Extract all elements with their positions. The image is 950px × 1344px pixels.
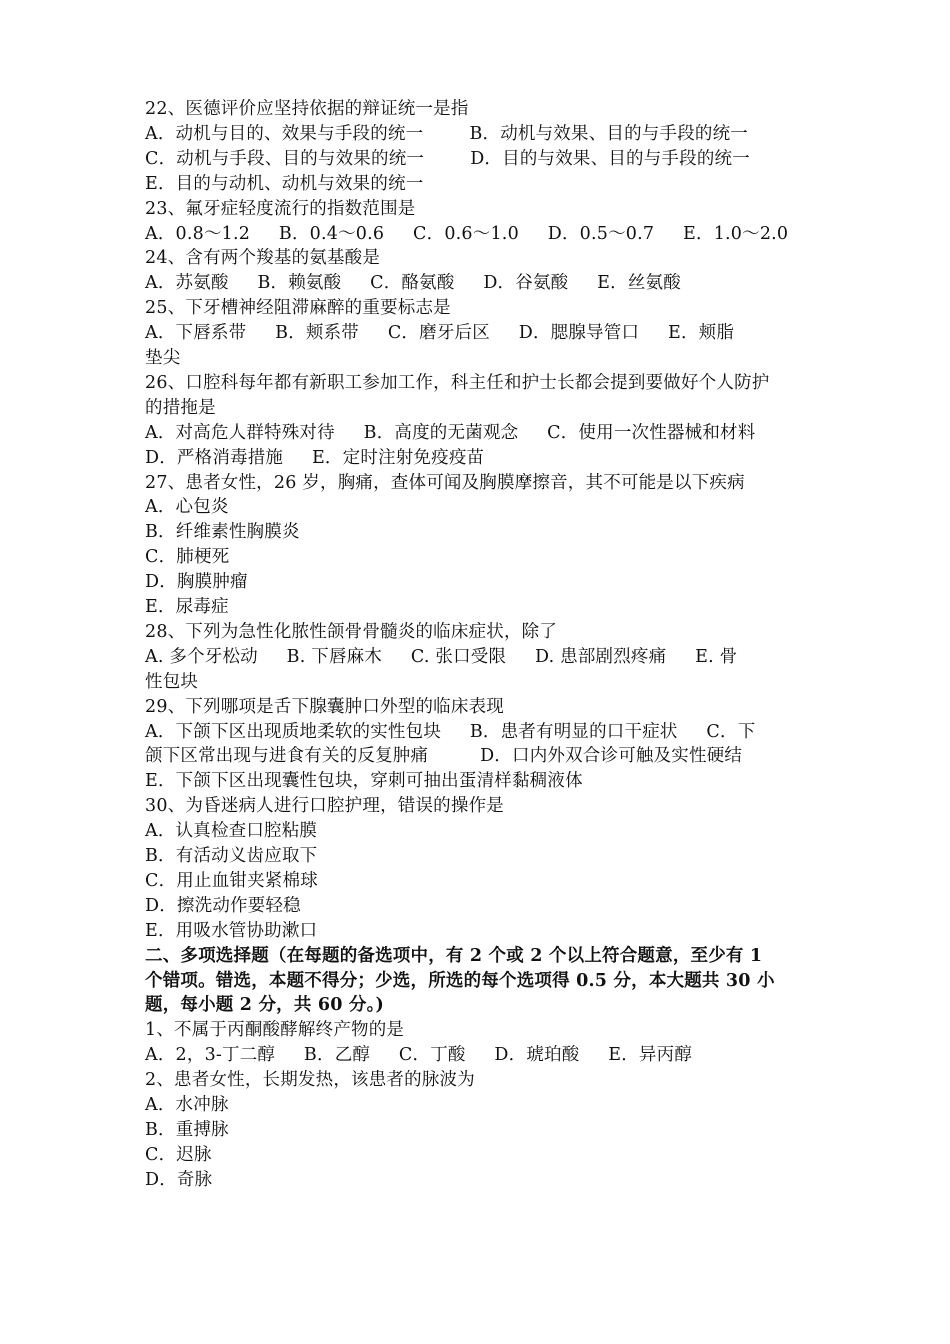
text-line: 23、氟牙症轻度流行的指数范围是 — [145, 198, 416, 219]
text-line: C．肺梗死 — [145, 547, 230, 568]
text-line: A．动机与目的、效果与手段的统一 B．动机与效果、目的与手段的统一 — [145, 123, 748, 144]
text-line: A．下唇系带 B．颊系带 C．磨牙后区 D．腮腺导管口 E．颊脂 — [145, 323, 735, 344]
text-line: 29、下列哪项是舌下腺囊肿口外型的临床表现 — [145, 696, 504, 717]
text-line: A．2，3-丁二醇 B．乙醇 C．丁酸 D．琥珀酸 E．异丙醇 — [145, 1045, 693, 1066]
text-line: C．动机与手段、目的与效果的统一 D．目的与效果、目的与手段的统一 — [145, 148, 750, 169]
text-line: 27、患者女性，26 岁，胸痛，查体可闻及胸膜摩擦音，其不可能是以下疾病 — [145, 472, 745, 493]
text-line: E．用吸水管协助漱口 — [145, 920, 318, 941]
text-line: A．0.8～1.2 B．0.4～0.6 C．0.6～1.0 D．0.5～0.7 E．1.0～2.0 — [145, 223, 789, 244]
text-line: E．下颌下区出现囊性包块，穿刺可抽出蛋清样黏稠液体 — [145, 771, 583, 792]
text-line: A．下颌下区出现质地柔软的实性包块 B．患者有明显的口干症状 C．下 — [145, 721, 756, 742]
text-line: C．迟脉 — [145, 1144, 212, 1165]
text-line: A．水冲脉 — [145, 1095, 229, 1115]
text-line: 垫尖 — [145, 348, 181, 368]
text-line: D．擦洗动作要轻稳 — [145, 895, 301, 916]
text-line: A．对高危人群特殊对待 B．高度的无菌观念 C．使用一次性器械和材料 — [145, 422, 756, 443]
section-heading-line: 题，每小题 2 分，共 60 分。) — [145, 995, 385, 1016]
text-line: D．胸膜肿瘤 — [145, 572, 248, 593]
text-line: B．纤维素性胸膜炎 — [145, 522, 300, 543]
text-line: A. 多个牙松动 B. 下唇麻木 C. 张口受限 D. 患部剧烈疼痛 E. 骨 — [145, 646, 738, 667]
text-line: D．严格消毒措施 E．定时注射免疫疫苗 — [145, 447, 485, 468]
text-line: E．尿毒症 — [145, 597, 229, 617]
text-line: 25、下牙槽神经阻滞麻醉的重要标志是 — [145, 298, 451, 319]
text-line: 28、下列为急性化脓性颌骨骨髓炎的临床症状，除了 — [145, 621, 558, 642]
text-line: 30、为昏迷病人进行口腔护理，错误的操作是 — [145, 796, 504, 817]
text-line: 颌下区常出现与进食有关的反复肿痛 D．口内外双合诊可触及实性硬结 — [145, 746, 743, 767]
text-line: A．认真检查口腔粘膜 — [145, 821, 318, 842]
text-line: 性包块 — [145, 671, 199, 692]
text-line: A．心包炎 — [145, 497, 229, 518]
text-line: 2、患者女性，长期发热，该患者的脉波为 — [145, 1070, 475, 1091]
section-heading-line: 二、多项选择题（在每题的备选项中，有 2 个或 2 个以上符合题意，至少有 1 — [145, 945, 763, 966]
text-line: A．苏氨酸 B．赖氨酸 C．酪氨酸 D．谷氨酸 E．丝氨酸 — [145, 273, 681, 294]
text-line: 24、含有两个羧基的氨基酸是 — [145, 248, 381, 269]
text-line: 26、口腔科每年都有新职工参加工作，科主任和护士长都会提到要做好个人防护 — [145, 372, 770, 393]
text-line: 22、医德评价应坚持依据的辩证统一是指 — [145, 99, 469, 119]
text-line: E．目的与动机、动机与效果的统一 — [145, 173, 424, 194]
text-line: B．有活动义齿应取下 — [145, 846, 318, 866]
text-line: D．奇脉 — [145, 1169, 213, 1190]
text-line: 1、不属于丙酮酸酵解终产物的是 — [145, 1020, 405, 1041]
section-heading-line: 个错项。错选，本题不得分；少选，所选的每个选项得 0.5 分，本大题共 30 小 — [145, 970, 775, 991]
text-line: B．重搏脉 — [145, 1119, 229, 1140]
text-line: C．用止血钳夹紧棉球 — [145, 870, 318, 891]
text-line: 的措拖是 — [145, 397, 216, 418]
